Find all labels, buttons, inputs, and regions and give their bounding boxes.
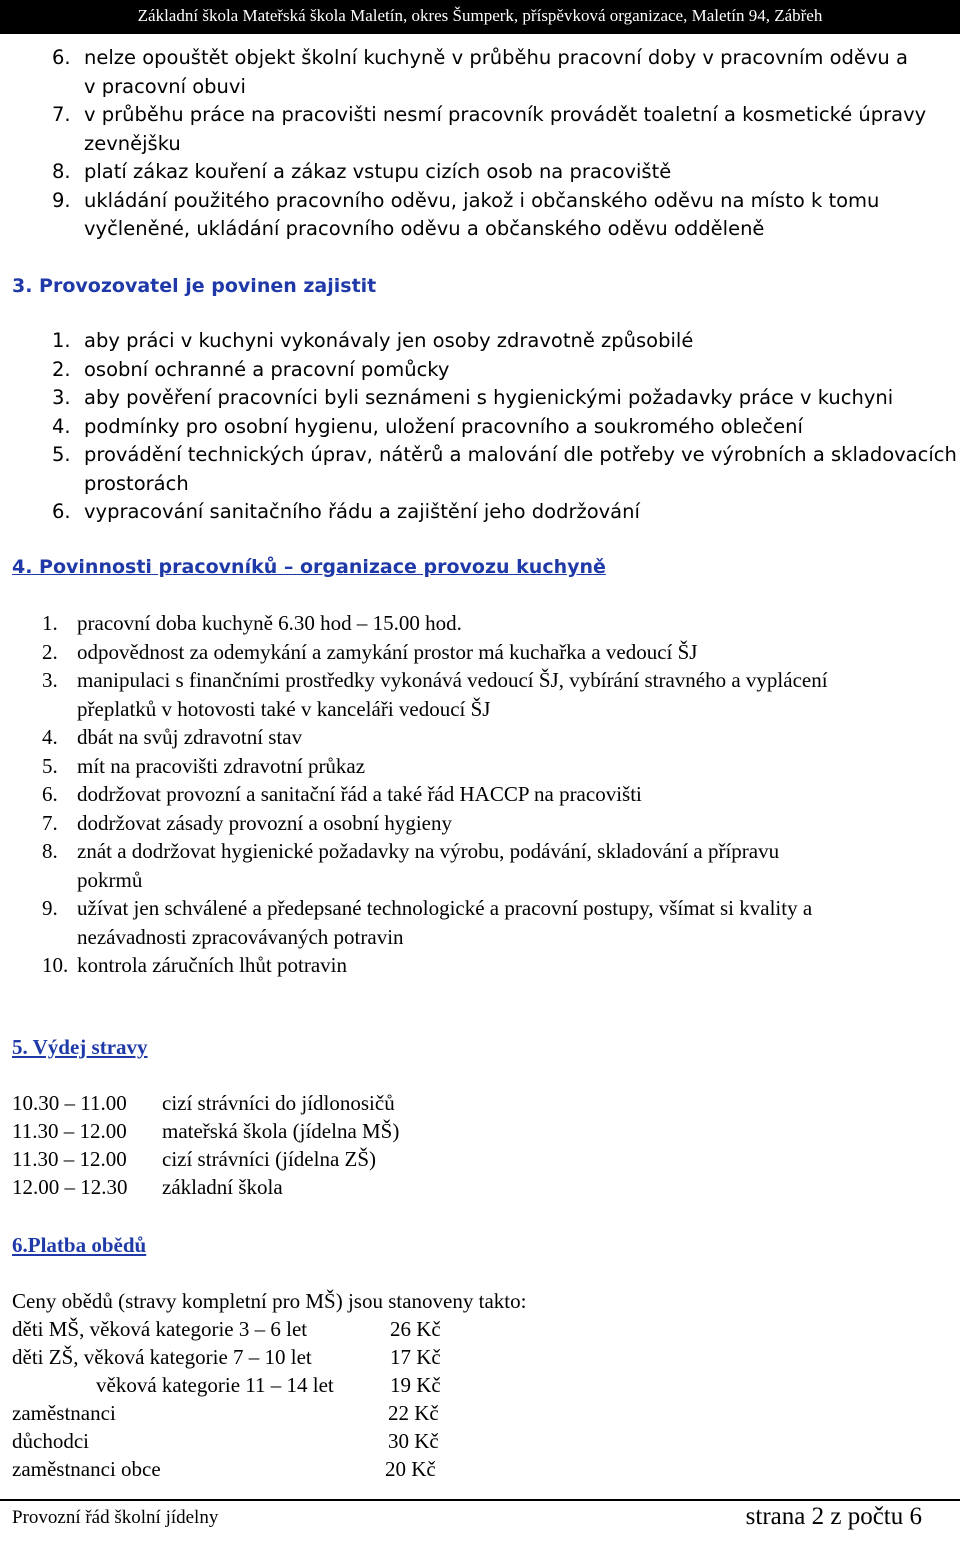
list-item: 7. dodržovat zásady provozní a osobní hygieny <box>42 810 452 835</box>
list-item: 3. manipulaci s finančními prostředky vykonává vedoucí ŠJ, vybírání stravného a vyplácení přeplatků v hotovosti také v kanceláři vedoucí ŠJ <box>42 668 828 721</box>
footer-title: Provozní řád školní jídelny <box>12 1507 219 1528</box>
section-3-heading: 3. Provozovatel je povinen zajistit <box>12 275 377 297</box>
list-item: 4. dbát na svůj zdravotní stav <box>42 725 303 749</box>
list-item: 6. dodržovat provozní a sanitační řád a také řád HACCP na pracovišti <box>42 782 642 806</box>
list-item: 8. platí zákaz kouření a zákaz vstupu cizích osob na pracoviště <box>52 160 672 183</box>
section-6-heading: 6.Platba obědů <box>12 1233 147 1257</box>
section-3-list <box>0 327 960 527</box>
list-item: 7. v průběhu práce na pracovišti nesmí pracovník provádět toaletní a kosmetické úpravy zevnějšku <box>52 103 927 155</box>
page-header <box>0 0 960 34</box>
list-item: 3. aby pověření pracovníci byli seznámeni s hygienickými požadavky práce v kuchyni <box>52 386 894 409</box>
section-5-heading: 5. Výdej stravy <box>12 1035 148 1059</box>
list-item: 5. mít na pracovišti zdravotní průkaz <box>42 753 366 778</box>
list-item: 10. kontrola záručních lhůt potravin <box>42 953 347 977</box>
list-item: 5. provádění technických úprav, nátěrů a malování dle potřeby ve výrobních a skladovacích prostorách <box>52 443 957 495</box>
prices-intro: Ceny obědů (stravy kompletní pro MŠ) jsou stanoveny takto: <box>12 1289 527 1313</box>
list-item: 9. užívat jen schválené a předepsané technologické a pracovní postupy, všímat si kvality a nezávadnosti zpracovávaných potravin <box>42 896 813 949</box>
section-4-heading: 4. Povinnosti pracovníků – organizace provozu kuchyně <box>12 556 606 578</box>
list-item: 6. nelze opouštět objekt školní kuchyně v průběhu pracovní doby v pracovním oděvu a v pracovní obuvi <box>52 46 908 98</box>
section-4-list <box>0 609 960 980</box>
list-item: 9. ukládání použitého pracovního oděvu, jakož i občanského oděvu na místo k tomu vyčleněné, ukládání pracovního oděvu a občanského oděvu odděleně <box>52 188 880 240</box>
page-number: strana 2 z počtu 6 <box>745 1503 922 1530</box>
list-item: 2. odpovědnost za odemykání a zamykání prostor má kuchařka a vedoucí ŠJ <box>42 639 698 664</box>
list-item: 1. pracovní doba kuchyně 6.30 hod – 15.00 hod. <box>42 611 462 635</box>
list-item: 4. podmínky pro osobní hygienu, uložení pracovního a soukromého oblečení <box>52 414 803 438</box>
list-item: 8. znát a dodržovat hygienické požadavky na výrobu, podávání, skladování a přípravu pokrmů <box>42 839 780 892</box>
footer-divider <box>0 1499 960 1501</box>
header-text: Základní škola Mateřská škola Maletín, okres Šumperk, příspěvková organizace, Maletín 94, Zábřeh <box>0 0 960 31</box>
list-item: 6. vypracování sanitačního řádu a zajištění jeho dodržování <box>52 500 640 523</box>
list-item: 1. aby práci v kuchyni vykonávaly jen osoby zdravotně způsobilé <box>52 329 694 352</box>
list-item: 2. osobní ochranné a pracovní pomůcky <box>52 357 450 381</box>
rules-list <box>0 44 960 244</box>
